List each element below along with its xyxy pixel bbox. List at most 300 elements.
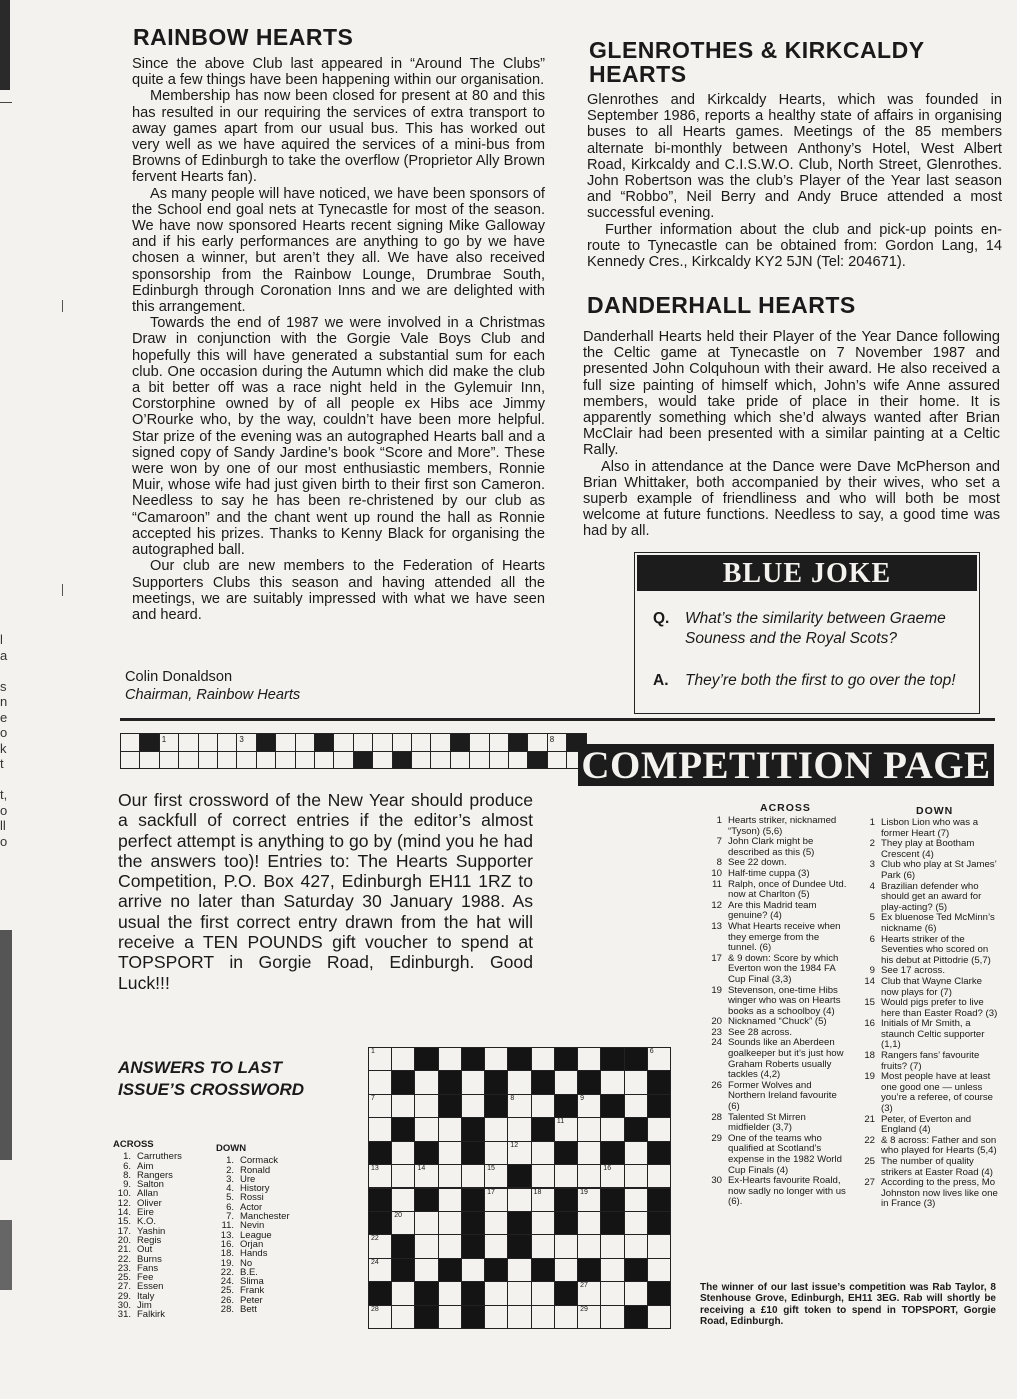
black-square bbox=[577, 1258, 601, 1282]
item-number: 5. bbox=[226, 1192, 234, 1204]
black-square bbox=[484, 1258, 508, 1282]
black-square bbox=[507, 1211, 531, 1235]
article-paragraph: Membership has now been closed for present at 80 and this has resulted in our requiring the services of extra transport to away games apart from our usual bus. This has worked out very well as we have aquired the services of a mini-bus from Browns of Edinburgh to take the overflow (Proprietor Ally Brown fervent Hearts fan). bbox=[132, 88, 545, 186]
crossword-cell[interactable] bbox=[484, 1047, 508, 1071]
crossword-cell[interactable] bbox=[391, 1094, 415, 1118]
item-number: 1. bbox=[123, 1151, 131, 1163]
crossword-cell bbox=[217, 733, 237, 752]
crossword-cell[interactable] bbox=[507, 1070, 531, 1094]
article-paragraph: Further information about the club and pick-up points en-route to Tynecastle can be obtained from: Gordon Lang, 14 Kennedy Cres., Kirkcaldy KY2 5JN (Tel: 204671). bbox=[587, 221, 1002, 271]
clue-item bbox=[700, 901, 850, 922]
crossword-cell bbox=[333, 733, 353, 752]
item-number: 25. bbox=[117, 1272, 131, 1284]
crossword-cell[interactable] bbox=[531, 1281, 555, 1305]
black-square bbox=[461, 1305, 485, 1329]
crossword-cell bbox=[430, 751, 450, 770]
item-text: Frank bbox=[240, 1285, 265, 1297]
clue-item bbox=[700, 922, 850, 954]
signature-role: Chairman, Rainbow Hearts bbox=[125, 687, 301, 703]
item-number: 8 bbox=[716, 857, 722, 869]
clue-item bbox=[700, 986, 850, 1018]
crossword-cell[interactable] bbox=[531, 1141, 555, 1165]
crossword-cell[interactable] bbox=[624, 1141, 648, 1165]
black-square bbox=[461, 1141, 485, 1165]
cell-number: 16 bbox=[603, 1165, 612, 1173]
black-square bbox=[647, 1070, 671, 1094]
crossword-cell[interactable] bbox=[600, 1281, 624, 1305]
item-number: 17 bbox=[711, 952, 722, 964]
crossword-cell[interactable] bbox=[368, 1164, 392, 1188]
black-square bbox=[484, 1070, 508, 1094]
item-number: 7 bbox=[716, 836, 722, 848]
crossword-cell bbox=[256, 751, 276, 770]
crossword-cell[interactable] bbox=[484, 1234, 508, 1258]
facing-page-text bbox=[0, 632, 12, 849]
crossword-cell bbox=[450, 751, 470, 770]
item-text: Italy bbox=[137, 1290, 155, 1302]
facing-page-fragment: a bbox=[0, 647, 8, 663]
crossword-cell[interactable] bbox=[554, 1305, 578, 1329]
item-number: 26 bbox=[711, 1079, 722, 1091]
item-number: 2 bbox=[869, 838, 875, 850]
cell-number: 19 bbox=[580, 1188, 588, 1196]
crossword-cell[interactable] bbox=[391, 1188, 415, 1212]
item-number: 5 bbox=[869, 912, 875, 924]
crossword-cell[interactable] bbox=[391, 1281, 415, 1305]
crossword-cell[interactable] bbox=[368, 1258, 392, 1282]
crossword-cell[interactable] bbox=[647, 1117, 671, 1141]
cell-number: 1 bbox=[161, 735, 167, 744]
crossword-cell[interactable] bbox=[461, 1070, 485, 1094]
crossword-cell[interactable] bbox=[461, 1164, 485, 1188]
clue-item bbox=[700, 1134, 850, 1176]
crossword-cell[interactable] bbox=[624, 1070, 648, 1094]
item-text: See 17 across. bbox=[881, 965, 945, 977]
winner-notice: The winner of our last issue’s competition was Rab Taylor, 8 Stenhouse Grove, Edinburgh, EH11 3EG. Rab will shortly be receiving a £10 gift token to spend in TOPSPORT, Gorgie Road, Edinburgh. bbox=[700, 1282, 996, 1328]
down-clues-heading: DOWN bbox=[916, 805, 954, 817]
crossword-cell[interactable] bbox=[624, 1281, 648, 1305]
black-square bbox=[391, 1258, 415, 1282]
crossword-cell[interactable] bbox=[624, 1188, 648, 1212]
item-text: Jim bbox=[137, 1300, 152, 1312]
black-square bbox=[461, 1281, 485, 1305]
crossword-cell[interactable] bbox=[438, 1188, 462, 1212]
crossword-cell bbox=[295, 733, 315, 752]
clue-item bbox=[853, 1136, 998, 1157]
cell-number: 7 bbox=[371, 1094, 375, 1102]
crossword-cell[interactable] bbox=[461, 1258, 485, 1282]
crossword-cell[interactable] bbox=[414, 1094, 438, 1118]
item-text: Out bbox=[137, 1244, 153, 1256]
answer-text: They’re both the first to go over the top! bbox=[685, 672, 956, 689]
crossword-cell[interactable] bbox=[507, 1141, 531, 1165]
crossword-cell[interactable] bbox=[577, 1281, 601, 1305]
item-number: 31. bbox=[117, 1309, 131, 1321]
item-number: 11 bbox=[712, 878, 722, 890]
clue-item bbox=[853, 977, 998, 998]
item-text: & 8 across: Father and son who played for Hearts (5,4) bbox=[881, 1134, 997, 1157]
crossword-cell[interactable] bbox=[438, 1211, 462, 1235]
item-text: Peter bbox=[240, 1294, 263, 1306]
crossword-cell[interactable] bbox=[414, 1258, 438, 1282]
crossword-cell[interactable] bbox=[438, 1281, 462, 1305]
crossword-cell bbox=[527, 733, 547, 752]
item-text: Carruthers bbox=[137, 1151, 182, 1163]
crossword-cell[interactable] bbox=[577, 1047, 601, 1071]
black-square bbox=[314, 733, 334, 752]
answer-item bbox=[216, 1305, 326, 1314]
heading-line: ISSUE’S CROSSWORD bbox=[118, 1080, 305, 1099]
crossword-cell[interactable] bbox=[647, 1305, 671, 1329]
crossword-cell[interactable] bbox=[600, 1070, 624, 1094]
crossword-cell bbox=[120, 733, 140, 752]
item-text: Initials of Mr Smith, a staunch Celtic supporter (1,1) bbox=[881, 1018, 985, 1051]
crossword-cell bbox=[469, 733, 489, 752]
item-text: Peter, of Everton and England (4) bbox=[881, 1113, 972, 1136]
crossword-cell[interactable] bbox=[624, 1211, 648, 1235]
crossword-cell[interactable] bbox=[577, 1094, 601, 1118]
crossword-cell[interactable] bbox=[531, 1047, 555, 1071]
item-text: Essen bbox=[137, 1281, 164, 1293]
black-square bbox=[600, 1211, 624, 1235]
crossword-cell[interactable] bbox=[484, 1141, 508, 1165]
cell-number: 20 bbox=[394, 1211, 403, 1219]
black-square bbox=[624, 1305, 648, 1329]
item-text: Oliver bbox=[137, 1197, 162, 1209]
black-square bbox=[484, 1094, 508, 1118]
black-square bbox=[450, 733, 470, 752]
crossword-cell[interactable] bbox=[577, 1141, 601, 1165]
crossword-cell[interactable] bbox=[414, 1234, 438, 1258]
cell-number: 11 bbox=[556, 1118, 565, 1126]
item-text: Rangers fans’ favourite fruits? (7) bbox=[881, 1050, 980, 1072]
clue-item bbox=[853, 935, 998, 967]
crossword-cell bbox=[508, 751, 528, 770]
item-text: Sounds like an Aberdeen goalkeeper but it’s just how Graham Roberts usually tackles (4,2) bbox=[728, 1037, 844, 1081]
crossword-cell[interactable] bbox=[368, 1047, 392, 1071]
answer-label: A. bbox=[653, 672, 669, 689]
answers-down-heading: DOWN bbox=[216, 1143, 247, 1154]
black-square bbox=[554, 1047, 578, 1071]
item-text: No bbox=[240, 1257, 253, 1269]
item-text: Fans bbox=[137, 1262, 159, 1274]
crossword-cell[interactable] bbox=[507, 1117, 531, 1141]
crossword-cell[interactable] bbox=[391, 1164, 415, 1188]
crossword-cell[interactable] bbox=[484, 1281, 508, 1305]
item-text: Club who play at St James’ Park (6) bbox=[881, 859, 997, 881]
crossword-cell[interactable] bbox=[647, 1234, 671, 1258]
facing-page-photo bbox=[0, 1220, 12, 1290]
crossword-cell[interactable] bbox=[414, 1211, 438, 1235]
item-number: 6. bbox=[226, 1201, 234, 1213]
clue-item bbox=[853, 882, 998, 914]
item-number: 17. bbox=[117, 1225, 131, 1237]
crossword-cell[interactable] bbox=[531, 1094, 555, 1118]
item-text: What Hearts receive when they emerge from the tunnel. (6) bbox=[728, 920, 841, 954]
black-square bbox=[438, 1258, 462, 1282]
gutter-mark bbox=[62, 584, 67, 596]
black-square bbox=[391, 1117, 415, 1141]
crossword-cell bbox=[372, 733, 392, 752]
crossword-grid bbox=[368, 1047, 670, 1328]
facing-page-fragment: o bbox=[0, 833, 8, 849]
black-square bbox=[461, 1047, 485, 1071]
crossword-cell[interactable] bbox=[577, 1211, 601, 1235]
black-square bbox=[461, 1117, 485, 1141]
cell-number: 17 bbox=[487, 1188, 495, 1196]
black-square bbox=[624, 1047, 648, 1071]
crossword-cell[interactable] bbox=[484, 1211, 508, 1235]
item-number: 20 bbox=[711, 1016, 722, 1028]
item-number: 24 bbox=[711, 1037, 722, 1049]
item-text: The number of quality strikers at Easter Road (4) bbox=[881, 1156, 993, 1178]
item-number: 15 bbox=[864, 997, 875, 1009]
cell-number: 9 bbox=[580, 1094, 584, 1102]
clue-item bbox=[700, 1081, 850, 1113]
crossword-cell[interactable] bbox=[647, 1164, 671, 1188]
crossword-cell bbox=[139, 751, 159, 770]
item-text: Hearts striker of the Seventies who scored on his debut at Pittodrie (5,7) bbox=[881, 933, 991, 966]
crossword-cell[interactable] bbox=[438, 1305, 462, 1329]
black-square bbox=[392, 751, 412, 770]
crossword-cell bbox=[430, 733, 450, 752]
clue-item bbox=[700, 837, 850, 858]
crossword-cell[interactable] bbox=[554, 1117, 578, 1141]
facing-page-fragment bbox=[0, 772, 12, 788]
crossword-cell[interactable] bbox=[554, 1258, 578, 1282]
clue-item bbox=[700, 880, 850, 901]
black-square bbox=[414, 1281, 438, 1305]
clue-item bbox=[700, 1038, 850, 1080]
item-text: Stevenson, one-time Hibs winger who was on Hearts books as a schoolboy (4) bbox=[728, 984, 841, 1017]
item-text: Cormack bbox=[240, 1155, 279, 1167]
item-text: Are this Madrid team genuine? (4) bbox=[728, 899, 817, 922]
item-number: 24. bbox=[220, 1276, 234, 1288]
crossword-cell[interactable] bbox=[600, 1117, 624, 1141]
black-square bbox=[139, 733, 159, 752]
crossword-cell[interactable] bbox=[368, 1094, 392, 1118]
clue-item bbox=[853, 1115, 998, 1136]
crossword-cell bbox=[353, 733, 373, 752]
item-text: Ure bbox=[240, 1173, 256, 1185]
crossword-cell[interactable] bbox=[647, 1047, 671, 1071]
item-text: Most people have at least one good one — unless you’re a referee, of course (3) bbox=[881, 1071, 993, 1115]
clue-item bbox=[853, 1072, 998, 1114]
clue-item bbox=[853, 1178, 998, 1210]
item-number: 28 bbox=[711, 1111, 722, 1123]
crossword-cell bbox=[411, 733, 431, 752]
crossword-cell[interactable] bbox=[438, 1141, 462, 1165]
crossword-cell[interactable] bbox=[507, 1094, 531, 1118]
crossword-cell[interactable] bbox=[507, 1188, 531, 1212]
item-text: Bett bbox=[240, 1304, 257, 1316]
answers-across bbox=[113, 1140, 213, 1320]
crossword-cell[interactable] bbox=[600, 1234, 624, 1258]
item-text: Hands bbox=[240, 1248, 268, 1260]
competition-banner: COMPETITION PAGE bbox=[578, 744, 994, 786]
black-square bbox=[438, 1070, 462, 1094]
black-square bbox=[554, 1188, 578, 1212]
item-number: 4. bbox=[226, 1183, 234, 1195]
crossword-cell[interactable] bbox=[600, 1258, 624, 1282]
crossword-cell[interactable] bbox=[531, 1234, 555, 1258]
crossword-cell[interactable] bbox=[647, 1258, 671, 1282]
facing-page-fragment: n bbox=[0, 694, 8, 709]
crossword-cell[interactable] bbox=[368, 1070, 392, 1094]
rainbow-hearts-heading: RAINBOW HEARTS bbox=[133, 24, 354, 50]
item-number: 10. bbox=[117, 1188, 131, 1200]
item-number: 19. bbox=[220, 1257, 234, 1269]
crossword-cell bbox=[159, 751, 179, 770]
crossword-cell bbox=[314, 751, 334, 770]
black-square bbox=[531, 1117, 555, 1141]
crossword-cell bbox=[275, 751, 295, 770]
article-paragraph: Since the above Club last appeared in “Around The Clubs” quite a few things have been happening within our organisation. bbox=[132, 56, 545, 89]
crossword-cell[interactable] bbox=[531, 1164, 555, 1188]
cell-number: 18 bbox=[533, 1188, 542, 1196]
item-text: Ralph, once of Dundee Utd. now at Charlton (5) bbox=[728, 878, 847, 901]
crossword-cell[interactable] bbox=[438, 1164, 462, 1188]
black-square bbox=[600, 1141, 624, 1165]
crossword-cell[interactable] bbox=[391, 1211, 415, 1235]
item-text: Slima bbox=[240, 1276, 264, 1288]
item-number: 26. bbox=[220, 1294, 234, 1306]
crossword-cell[interactable] bbox=[507, 1305, 531, 1329]
crossword-cell[interactable] bbox=[484, 1188, 508, 1212]
crossword-cell[interactable] bbox=[600, 1164, 624, 1188]
cell-number: 27 bbox=[580, 1282, 588, 1290]
crossword-cell bbox=[120, 751, 140, 770]
joke-answer bbox=[653, 671, 965, 691]
item-number: 1. bbox=[226, 1155, 234, 1167]
black-square bbox=[624, 1258, 648, 1282]
rainbow-hearts-article bbox=[132, 56, 545, 623]
crossword-cell bbox=[236, 733, 256, 752]
answers-heading bbox=[118, 1057, 348, 1101]
cell-number: 4 bbox=[355, 752, 361, 762]
black-square bbox=[600, 1188, 624, 1212]
facing-page-fragment: o bbox=[0, 725, 8, 740]
crossword-cell bbox=[489, 751, 509, 770]
answer-item bbox=[113, 1310, 213, 1319]
crossword-cell[interactable] bbox=[600, 1305, 624, 1329]
crossword-cell[interactable] bbox=[531, 1188, 555, 1212]
gutter-mark bbox=[62, 300, 67, 312]
item-text: Salton bbox=[137, 1179, 164, 1191]
clue-item bbox=[853, 1019, 998, 1051]
clue-item bbox=[853, 860, 998, 881]
crossword-cell[interactable] bbox=[484, 1305, 508, 1329]
crossword-cell bbox=[372, 751, 392, 770]
crossword-cell[interactable] bbox=[391, 1047, 415, 1071]
facing-page-fragment bbox=[0, 663, 12, 679]
item-number: 1 bbox=[869, 817, 875, 828]
item-number: 3 bbox=[869, 859, 875, 871]
crossword-cell[interactable] bbox=[624, 1094, 648, 1118]
item-text: Orjan bbox=[240, 1238, 264, 1250]
crossword-cell[interactable] bbox=[391, 1141, 415, 1165]
crossword-cell[interactable] bbox=[507, 1281, 531, 1305]
crossword-cell[interactable] bbox=[554, 1070, 578, 1094]
crossword-cell[interactable] bbox=[368, 1305, 392, 1329]
item-text: Fee bbox=[137, 1272, 154, 1284]
item-text: Club that Wayne Clarke now plays for (7) bbox=[881, 975, 982, 998]
item-text: Talented St Mirren midfielder (3,7) bbox=[728, 1111, 806, 1134]
black-square bbox=[508, 733, 528, 752]
item-number: 30. bbox=[117, 1300, 131, 1312]
item-text: They play at Bootham Crescent (4) bbox=[881, 838, 975, 860]
crossword-cell[interactable] bbox=[438, 1047, 462, 1071]
item-number: 13. bbox=[220, 1229, 234, 1241]
item-text: John Clark might be described as this (5) bbox=[728, 836, 815, 858]
facing-page-fragment: t bbox=[0, 756, 4, 771]
item-number: 18 bbox=[864, 1050, 875, 1062]
crossword-cell[interactable] bbox=[414, 1117, 438, 1141]
facing-page-photo bbox=[0, 930, 12, 1160]
clue-item bbox=[853, 839, 998, 860]
black-square bbox=[256, 733, 276, 752]
crossword-cell[interactable] bbox=[577, 1164, 601, 1188]
crossword-cell bbox=[236, 751, 256, 770]
crossword-cell[interactable] bbox=[531, 1211, 555, 1235]
crossword-cell[interactable] bbox=[507, 1258, 531, 1282]
crossword-cell[interactable] bbox=[577, 1305, 601, 1329]
crossword-cell[interactable] bbox=[391, 1305, 415, 1329]
item-number: 13 bbox=[711, 920, 722, 932]
crossword-cell[interactable] bbox=[438, 1117, 462, 1141]
black-square bbox=[368, 1188, 392, 1212]
item-text: Rossi bbox=[240, 1192, 264, 1204]
crossword-cell[interactable] bbox=[554, 1234, 578, 1258]
heading-line: HEARTS bbox=[589, 61, 687, 87]
crossword-cell[interactable] bbox=[438, 1234, 462, 1258]
item-number: 12 bbox=[711, 899, 722, 911]
crossword-cell[interactable] bbox=[554, 1164, 578, 1188]
danderhall-article bbox=[583, 329, 1000, 540]
item-number: 23 bbox=[711, 1026, 722, 1038]
crossword-cell bbox=[469, 751, 489, 770]
item-text: Allan bbox=[137, 1188, 159, 1200]
article-paragraph: Our club are new members to the Federation of Hearts Supporters Clubs this season and having attended all the meetings, we are suitably impressed with what we have seen and heard. bbox=[132, 558, 545, 623]
crossword-cell bbox=[217, 751, 237, 770]
crossword-cell[interactable] bbox=[624, 1164, 648, 1188]
crossword-cell[interactable] bbox=[577, 1117, 601, 1141]
crossword-cell[interactable] bbox=[484, 1164, 508, 1188]
crossword-cell[interactable] bbox=[414, 1164, 438, 1188]
item-text: According to the press, Mo Johnston now lives like one in France (3) bbox=[881, 1177, 998, 1210]
crossword-cell[interactable] bbox=[368, 1234, 392, 1258]
black-square bbox=[507, 1047, 531, 1071]
facing-page-fragment: k bbox=[0, 740, 7, 756]
crossword-cell[interactable] bbox=[577, 1234, 601, 1258]
crossword-cell[interactable] bbox=[484, 1117, 508, 1141]
item-number: 22. bbox=[117, 1253, 131, 1265]
cell-number: 22 bbox=[371, 1235, 379, 1243]
crossword-cell[interactable] bbox=[577, 1188, 601, 1212]
crossword-cell[interactable] bbox=[414, 1070, 438, 1094]
item-text: Would pigs prefer to live here than Easter Road? (3) bbox=[881, 997, 998, 1019]
item-number: 29 bbox=[711, 1132, 722, 1144]
crossword-cell[interactable] bbox=[461, 1094, 485, 1118]
item-number: 1 bbox=[716, 815, 722, 826]
crossword-cell[interactable] bbox=[368, 1117, 392, 1141]
crossword-cell[interactable] bbox=[624, 1234, 648, 1258]
clue-item bbox=[853, 913, 998, 934]
crossword-cell[interactable] bbox=[531, 1305, 555, 1329]
crossword-cell bbox=[411, 751, 431, 770]
item-number: 18. bbox=[220, 1248, 234, 1260]
black-square bbox=[414, 1141, 438, 1165]
